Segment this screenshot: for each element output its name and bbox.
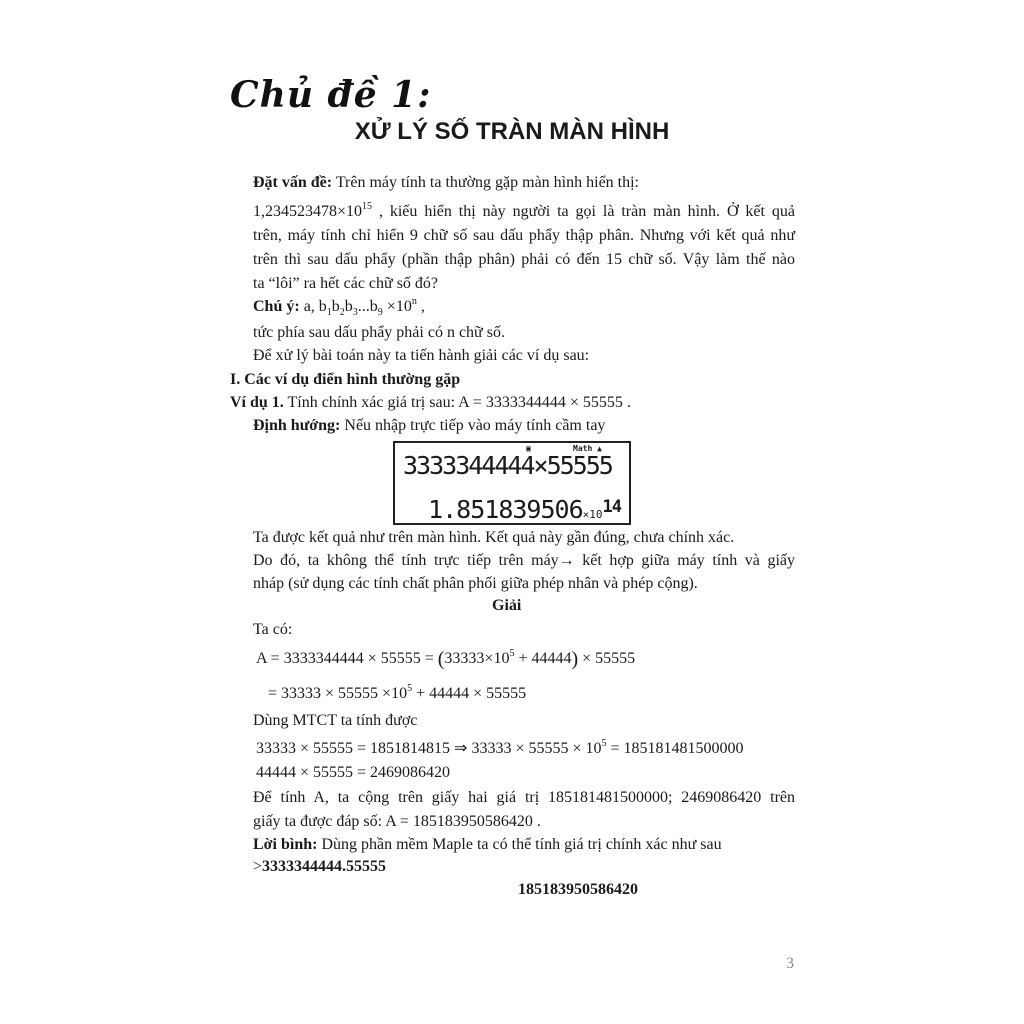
mtct-line: Dùng MTCT ta tính được: [253, 712, 418, 729]
calculator-result: [428, 495, 621, 524]
solution-heading: Giải: [492, 597, 522, 614]
maple-input: 3333344444.55555: [262, 858, 387, 875]
calculator-expression: 3333344444×55555: [403, 451, 612, 480]
formula-part: b: [331, 298, 340, 315]
after-line-1: Ta được kết quả như trên màn hình. Kết quả này gần đúng, chưa chính xác.: [253, 529, 735, 546]
example-text: Tính chính xác giá trị sau: A = 3333344444 × 55555 .: [283, 394, 631, 411]
intro-line-3: trên, máy tính chỉ hiển 9 chữ số sau dấu phẩy thập phân. Nhưng với kết quả như: [253, 227, 795, 244]
eq-sup: 5: [509, 648, 515, 659]
calculator-display: [393, 441, 631, 525]
equation-1: [256, 649, 635, 669]
example-label: Ví dụ 1.: [230, 394, 284, 411]
intro-line-1: [253, 173, 639, 193]
paren-open: (: [437, 648, 445, 670]
formula-part: a, b: [303, 298, 327, 315]
direction-text: Nếu nhập trực tiếp vào máy tính cầm tay: [340, 417, 606, 434]
eq-part: 33333×10: [444, 650, 510, 667]
remark-label: Lời bình:: [253, 836, 318, 853]
formula-sub: 2: [339, 307, 345, 318]
page-number: 3: [786, 955, 794, 972]
formula-part: b: [344, 298, 353, 315]
note-line-2: tức phía sau dấu phẩy phải có n chữ số.: [253, 324, 505, 341]
intro-line-4: trên thì sau dấu phẩy (phần thập phân) phải có đến 15 chữ số. Vậy làm thế nào: [253, 251, 795, 268]
maple-prompt: >: [253, 858, 263, 875]
intro-text-2: , kiểu hiển thị này người ta gọi là tràn màn hình. Ở kết quả: [372, 203, 795, 220]
section-heading: I. Các ví dụ điển hình thường gặp: [230, 371, 461, 388]
intro-label: Đặt vấn đề:: [253, 174, 333, 191]
sum-line-1: Để tính A, ta cộng trên giấy hai giá trị 185181481500000; 2469086420 trên: [253, 789, 795, 806]
note-line-3: Để xử lý bài toán này ta tiến hành giải các ví dụ sau:: [253, 347, 590, 364]
intro-line-5: ta “lôi” ra hết các chữ số đó?: [253, 275, 439, 292]
eq-part: = 185181481500000: [606, 740, 744, 757]
eq-part: × 55555: [578, 650, 636, 667]
after-line-3: nháp (sử dụng các tính chất phân phối giữa phép nhân và phép cộng).: [253, 575, 698, 592]
direction-line: [253, 416, 605, 436]
after-line-2: Do đó, ta không thể tính trực tiếp trên máy→ kết hợp giữa máy tính và giấy: [253, 552, 795, 569]
remark-line: [253, 835, 722, 855]
eq-part: = 33333 × 55555 ×10: [268, 685, 408, 702]
calc-line-1: [256, 739, 744, 759]
formula-part: ...b: [357, 298, 378, 315]
note-label: Chú ý:: [253, 298, 300, 315]
calculator-indicator: ▣: [526, 444, 531, 453]
overflow-exponent: 15: [362, 201, 373, 212]
remark-text: Dùng phần mềm Maple ta có thể tính giá trị chính xác như sau: [317, 836, 722, 853]
page-title: XỬ LÝ SỐ TRÀN MÀN HÌNH: [354, 118, 670, 145]
equation-2: [268, 684, 526, 704]
overflow-number: 1,234523478×10: [253, 203, 363, 220]
maple-output: 185183950586420: [518, 881, 638, 898]
note-line: [253, 297, 425, 317]
eq-part: A = 3333344444 × 55555 =: [256, 650, 438, 667]
formula-sub: 9: [377, 307, 383, 318]
eq-part: + 44444 × 55555: [412, 685, 527, 702]
eq-part: 33333 × 55555 = 1851814815 ⇒ 33333 × 55555 × 10: [256, 740, 602, 757]
formula-sub: 1: [326, 307, 332, 318]
eq-part: + 44444: [514, 650, 572, 667]
math-mode-indicator: Math ▲: [573, 444, 602, 453]
result-mantissa: 1.851839506: [428, 495, 583, 524]
calc-line-2: 44444 × 55555 = 2469086420: [256, 764, 451, 781]
intro-line-2: [253, 202, 795, 222]
sum-line-2: giấy ta được đáp số: A = 185183950586420 .: [253, 813, 541, 830]
maple-input-line: [253, 857, 386, 877]
topic-heading: Chủ đề 1:: [230, 74, 432, 116]
eq-sup: 5: [601, 738, 607, 749]
formula-sub: 3: [352, 307, 358, 318]
example-line: [230, 393, 631, 413]
direction-label: Định hướng:: [253, 417, 341, 434]
paren-close: ): [571, 648, 579, 670]
eq-sup: 5: [407, 683, 413, 694]
formula-part: ×10: [382, 298, 412, 315]
result-times-ten: ×10: [582, 508, 603, 521]
result-exponent: 14: [602, 497, 621, 517]
intro-text: Trên máy tính ta thường gặp màn hình hiển thị:: [332, 174, 639, 191]
ta-co: Ta có:: [253, 621, 293, 638]
formula-sup: n: [411, 296, 417, 307]
formula-part: ,: [416, 298, 425, 315]
